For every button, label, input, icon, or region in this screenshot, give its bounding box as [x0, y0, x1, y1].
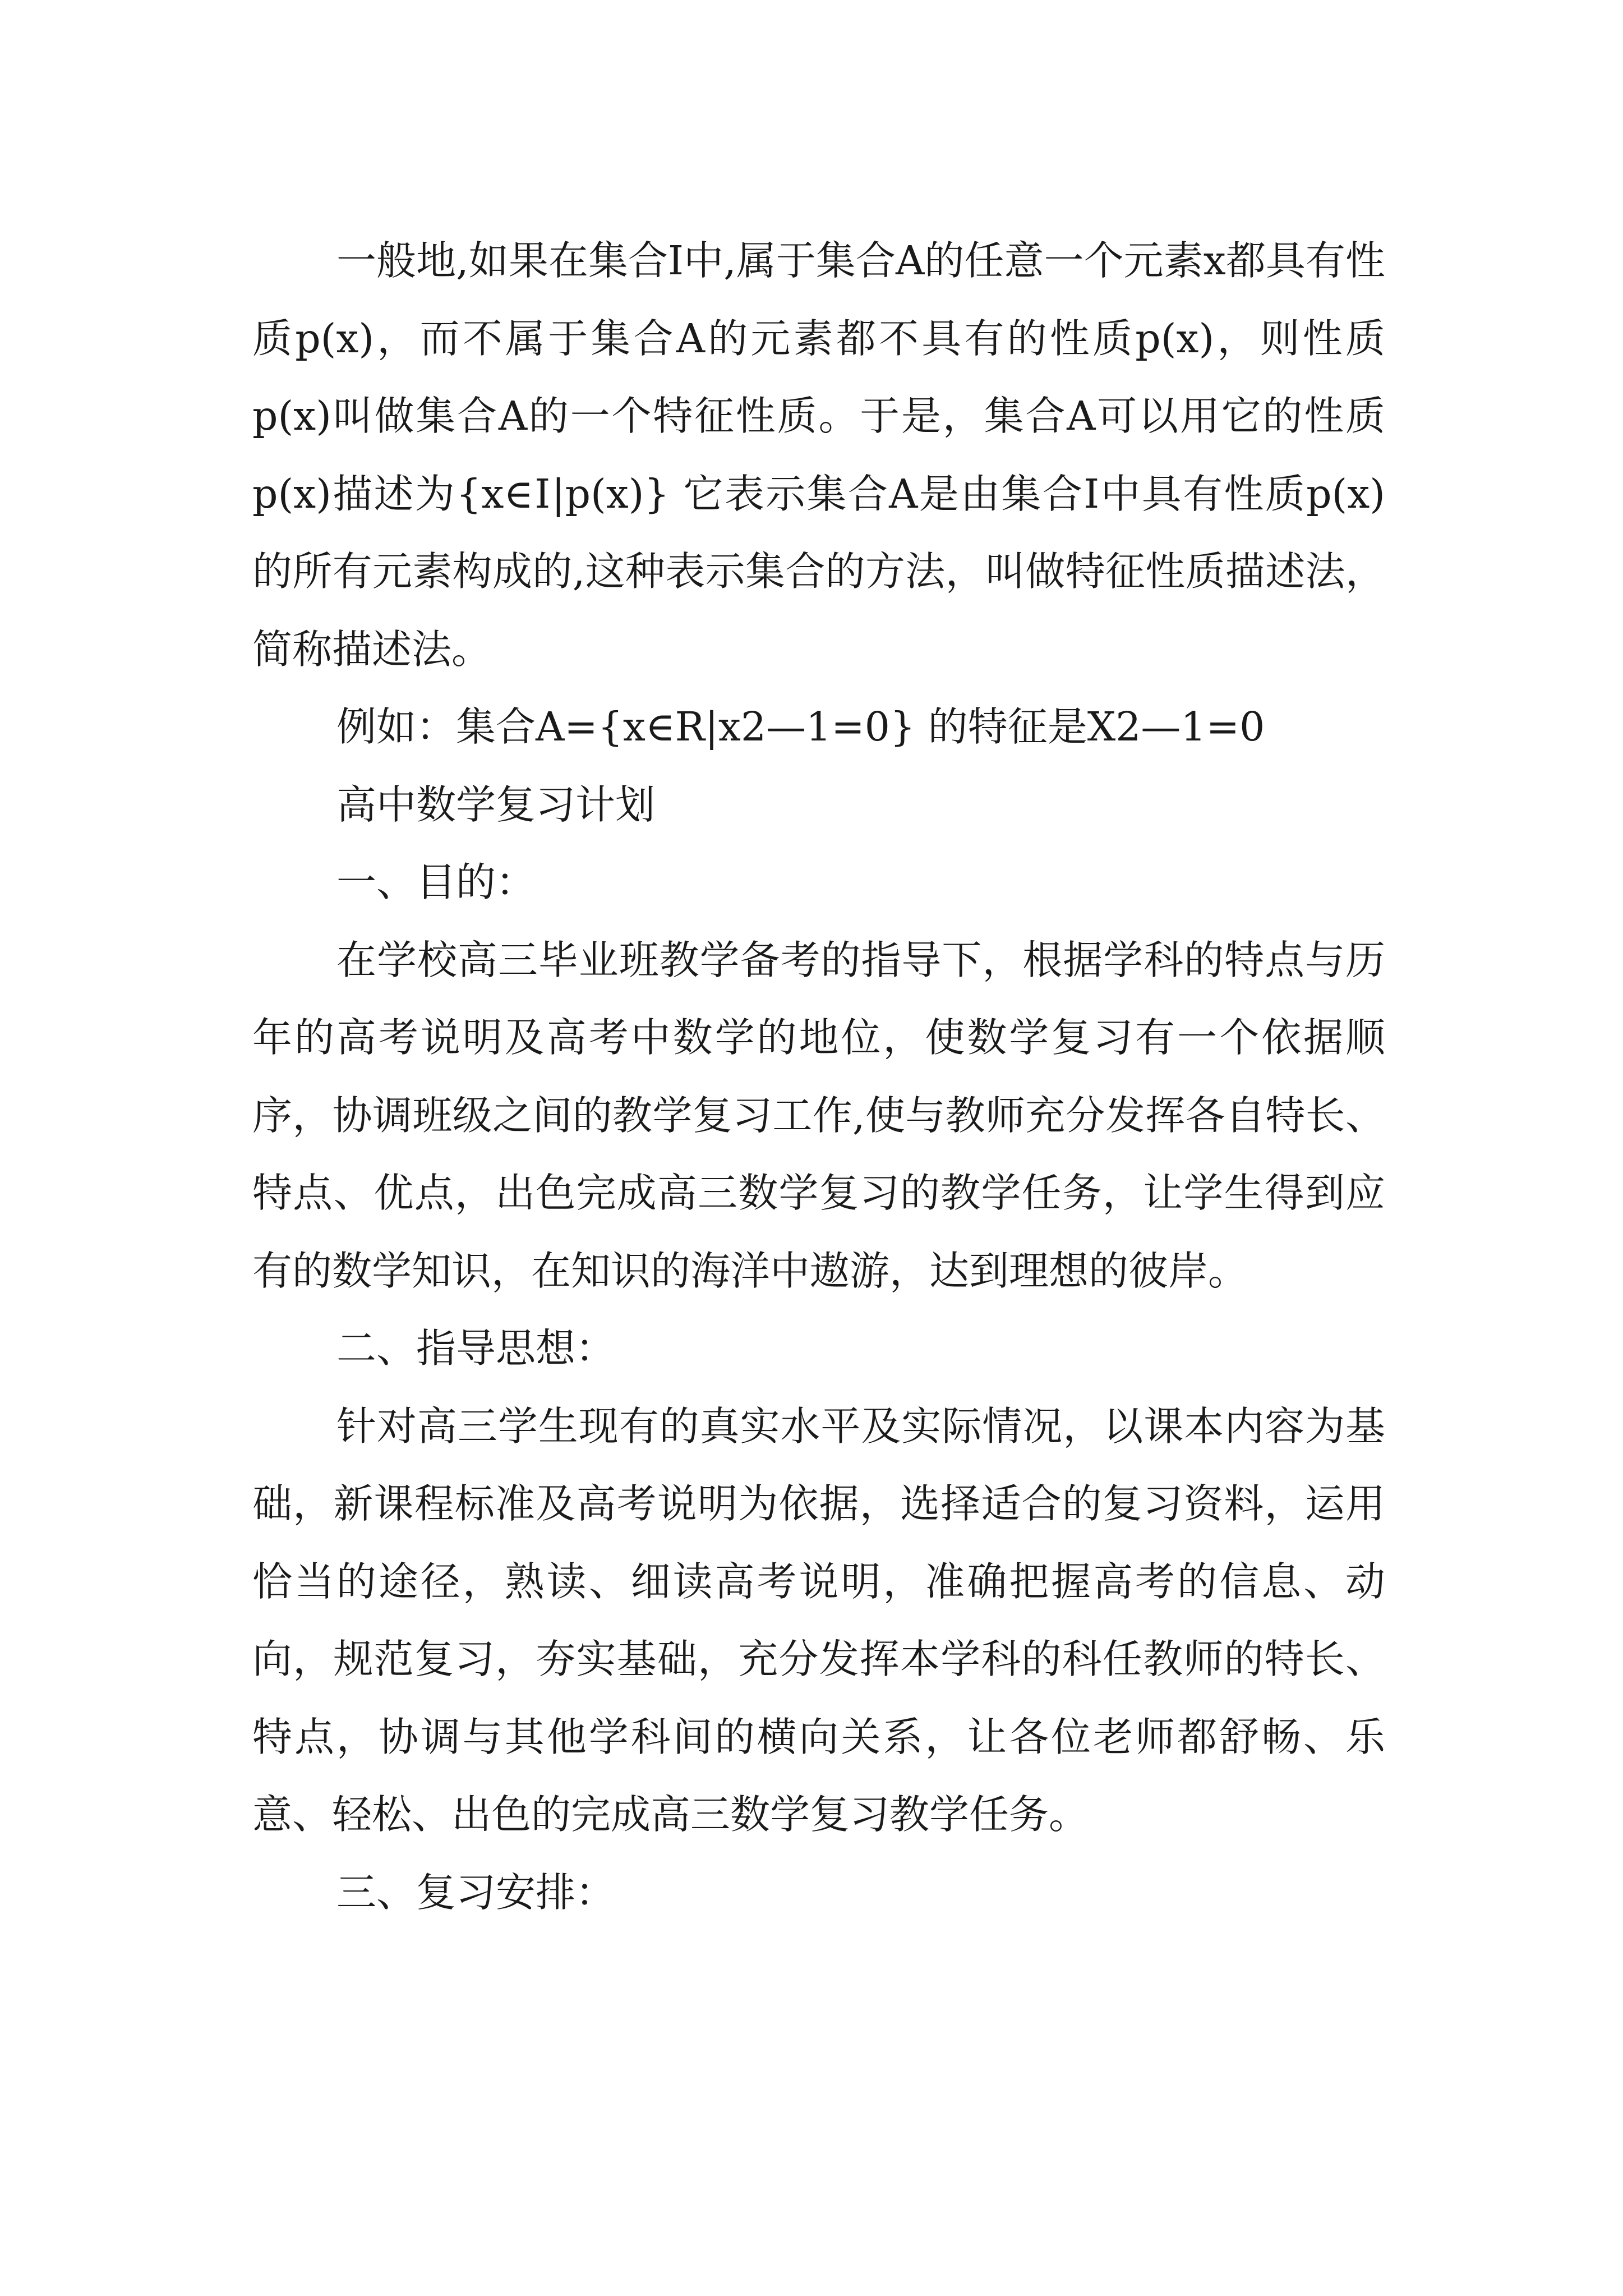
- heading-guiding-thought: 二、指导思想：: [336, 1325, 616, 1372]
- section-title: 高中数学复习计划: [336, 781, 656, 828]
- paragraph-purpose: 在学校高三毕业班教学备考的指导下，根据学科的特点与历年的高考说明及高考中数学的地位，使数学复习有一个依据顺序，协调班级之间的教学复习工作,使与教师充分发挥各自特长、特点、优点，出色完成高三数学复习的教学任务，让学生得到应有的数学知识，在知识的海洋中遨游，达到理想的彼岸。: [252, 936, 1385, 1294]
- paragraph-example: 例如：集合A={x∈R|x2—1=0} 的特征是X2—1=0: [336, 703, 1265, 750]
- heading-review-arrangement: 三、复习安排：: [336, 1869, 616, 1916]
- document-body: [252, 222, 1385, 1931]
- paragraph-set-definition: 一般地,如果在集合Ⅰ中,属于集合A的任意一个元素x都具有性质p(x)，而不属于集合A的元素都不具有的性质p(x)，则性质p(x)叫做集合A的一个特征性质。于是，集合A可以用它的性质p(x)描述为{x∈Ⅰ|p(x)} 它表示集合A是由集合Ⅰ中具有性质p(x)的所有元素构成的,这种表示集合的方法，叫做特征性质描述法，简称描述法。: [252, 237, 1385, 673]
- heading-purpose: 一、目的：: [336, 859, 536, 905]
- paragraph-guiding-thought: 针对高三学生现有的真实水平及实际情况，以课本内容为基础，新课程标准及高考说明为依据，选择适合的复习资料，运用恰当的途径，熟读、细读高考说明，准确把握高考的信息、动向，规范复习，夯实基础，充分发挥本学科的科任教师的特长、特点，协调与其他学科间的横向关系，让各位老师都舒畅、乐意、轻松、出色的完成高三数学复习教学任务。: [252, 1402, 1385, 1838]
